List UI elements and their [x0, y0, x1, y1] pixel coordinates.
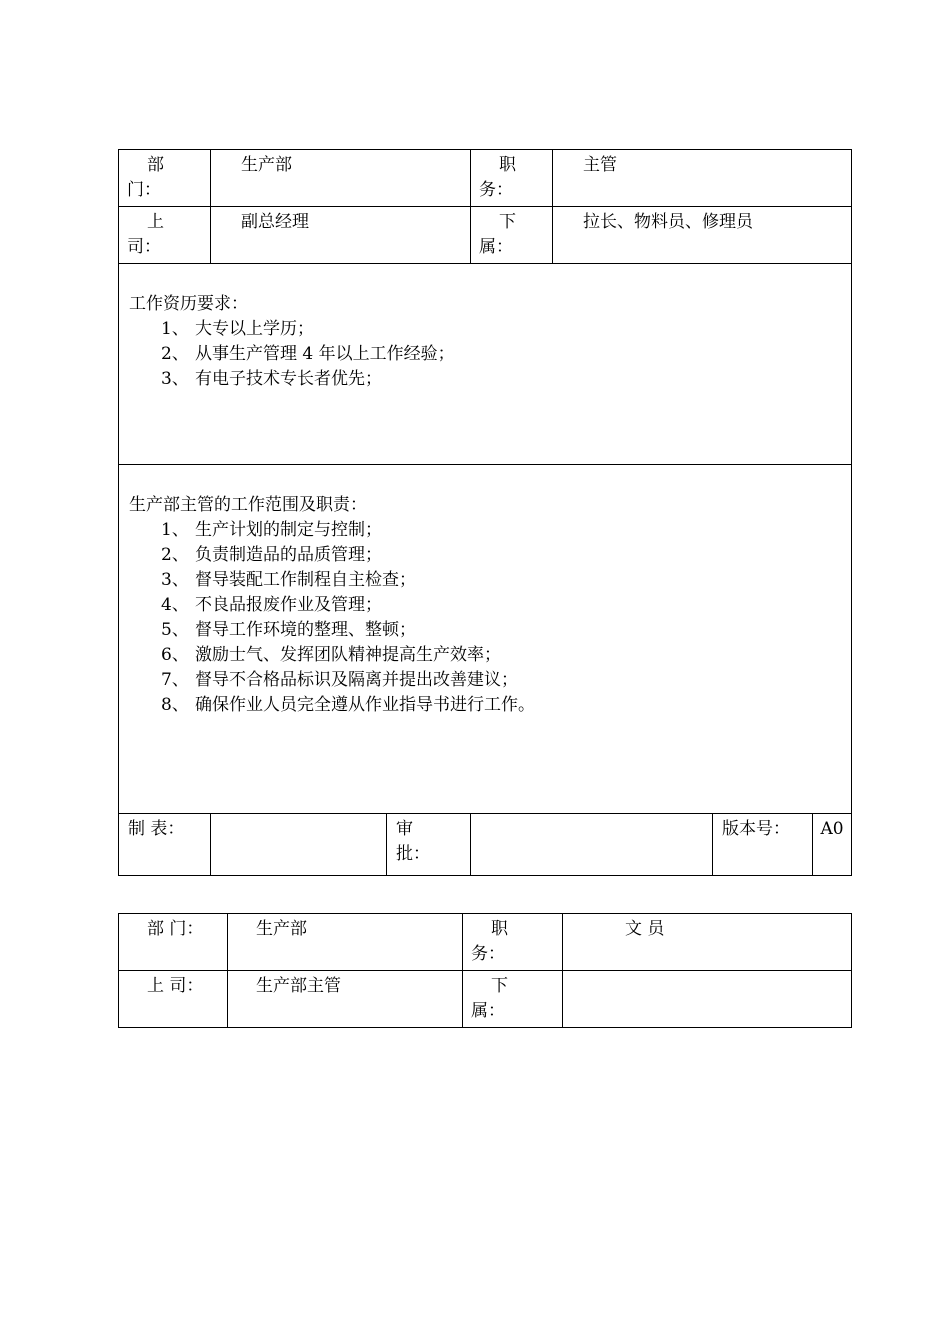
job-description-table-clerk [118, 913, 852, 1028]
item-text: 激励士气、发挥团队精神提高生产效率； [195, 645, 501, 665]
requirements-list [129, 317, 841, 392]
row-duties [119, 465, 852, 814]
row-superior [119, 207, 852, 264]
job-description-table-supervisor [118, 149, 852, 876]
approve-label-cell [387, 814, 471, 876]
version-label: 版本号： [713, 814, 813, 876]
requirement-item [161, 317, 841, 342]
item-text: 大专以上学历； [195, 319, 314, 339]
subordinate-label-line2: 属： [479, 237, 513, 257]
post-value: 主管 [553, 150, 852, 207]
post-label-line2: 务： [471, 944, 505, 964]
department-label-cell [119, 150, 211, 207]
department-value: 生产部 [211, 150, 471, 207]
item-number: 4、 [161, 595, 189, 615]
requirement-item [161, 342, 841, 367]
post-label-cell [471, 150, 553, 207]
approve-value [471, 814, 713, 876]
item-text: 确保作业人员完全遵从作业指导书进行工作。 [195, 695, 535, 715]
requirements-section [119, 264, 852, 465]
requirement-item [161, 367, 841, 392]
item-number: 1、 [161, 319, 189, 339]
subordinate-label-cell [463, 971, 563, 1028]
post-value: 文 员 [563, 914, 852, 971]
duty-item [161, 693, 841, 718]
superior-label: 上 司： [119, 971, 228, 1028]
subordinate-value: 拉长、物料员、修理员 [553, 207, 852, 264]
row-department [119, 914, 852, 971]
version-value-cell [813, 814, 852, 876]
item-text: 督导装配工作制程自主检查； [195, 570, 416, 590]
duty-item [161, 643, 841, 668]
duty-item [161, 543, 841, 568]
item-number: 6、 [161, 645, 189, 665]
superior-value: 生产部主管 [228, 971, 463, 1028]
item-number: 3、 [161, 570, 189, 590]
row-requirements [119, 264, 852, 465]
subordinate-label-cell [471, 207, 553, 264]
subordinate-value [563, 971, 852, 1028]
item-text: 督导工作环境的整理、整顿； [195, 620, 416, 640]
department-label-line2: 门： [127, 180, 161, 200]
item-number: 8、 [161, 695, 189, 715]
post-label-cell [463, 914, 563, 971]
department-value: 生产部 [228, 914, 463, 971]
subordinate-label-line2: 属： [471, 1001, 505, 1021]
item-number: 3、 [161, 369, 189, 389]
item-number: 7、 [161, 670, 189, 690]
duty-item [161, 593, 841, 618]
item-text: 负责制造品的品质管理； [195, 545, 382, 565]
duties-heading: 生产部主管的工作范围及职责： [129, 495, 367, 515]
version-value: A0 [820, 819, 844, 839]
department-label: 部 门： [119, 914, 228, 971]
requirements-heading: 工作资历要求： [129, 294, 248, 314]
department-label-line1: 部 [147, 155, 164, 175]
subordinate-label-line1: 下 [491, 976, 508, 996]
item-text: 从事生产管理 4 年以上工作经验； [195, 344, 455, 364]
superior-value: 副总经理 [211, 207, 471, 264]
maker-value [211, 814, 387, 876]
item-number: 1、 [161, 520, 189, 540]
item-text: 督导不合格品标识及隔离并提出改善建议； [195, 670, 518, 690]
duty-item [161, 618, 841, 643]
duty-item [161, 568, 841, 593]
maker-label: 制 表： [119, 814, 211, 876]
duties-list [129, 518, 841, 718]
superior-label-cell [119, 207, 211, 264]
row-superior [119, 971, 852, 1028]
subordinate-label-line1: 下 [499, 212, 516, 232]
approve-label-line1: 审 [396, 819, 413, 839]
item-number: 2、 [161, 545, 189, 565]
row-footer [119, 814, 852, 876]
item-number: 2、 [161, 344, 189, 364]
item-text: 有电子技术专长者优先； [195, 369, 382, 389]
item-number: 5、 [161, 620, 189, 640]
duty-item [161, 668, 841, 693]
duty-item [161, 518, 841, 543]
superior-label-line1: 上 [147, 212, 164, 232]
row-department [119, 150, 852, 207]
post-label-line2: 务： [479, 180, 513, 200]
superior-label-line2: 司： [127, 237, 161, 257]
approve-label-line2: 批： [396, 844, 430, 864]
item-text: 生产计划的制定与控制； [195, 520, 382, 540]
post-label-line1: 职 [499, 155, 516, 175]
post-label-line1: 职 [491, 919, 508, 939]
item-text: 不良品报废作业及管理； [195, 595, 382, 615]
duties-section [119, 465, 852, 814]
